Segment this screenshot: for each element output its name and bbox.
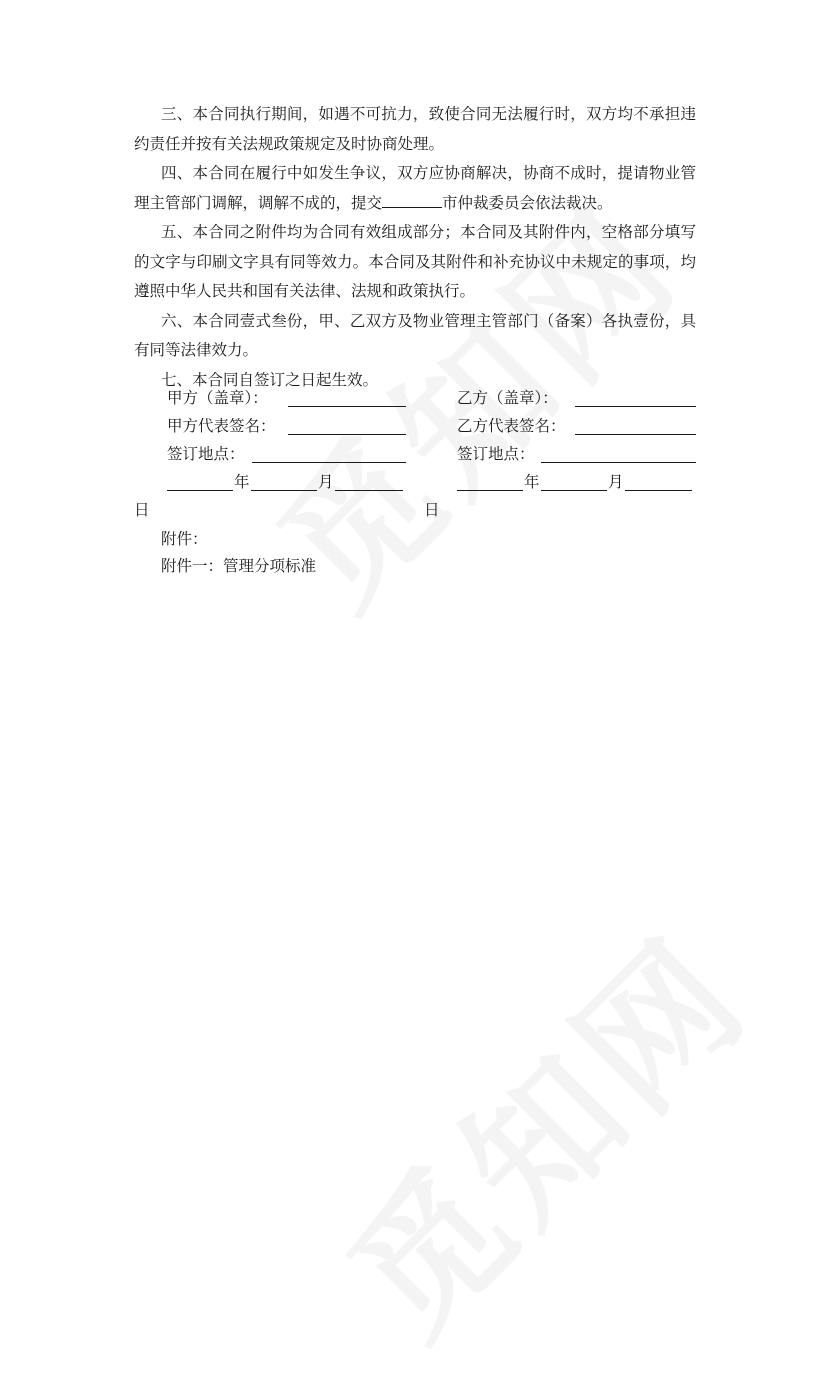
party-a-seal-label: 甲方（盖章）： bbox=[167, 389, 268, 407]
party-a-place-line bbox=[252, 462, 406, 463]
party-b-rep-label: 乙方代表签名： bbox=[457, 417, 566, 435]
clause-4-text-after: 市仲裁委员会依法裁决。 bbox=[442, 193, 613, 212]
watermark bbox=[294, 882, 786, 1374]
clause-7: 七、本合同自签订之日起生效。 bbox=[161, 370, 379, 389]
party-a-month-label: 月 bbox=[318, 473, 334, 491]
party-a-year-line bbox=[167, 490, 233, 491]
party-b-seal-line bbox=[575, 406, 696, 407]
clause-4 bbox=[134, 159, 696, 218]
party-b-rep-line bbox=[575, 434, 696, 435]
party-b-place-line bbox=[541, 462, 696, 463]
party-b-year-label: 年 bbox=[524, 473, 540, 491]
arbitration-city-blank bbox=[382, 193, 442, 208]
clause-3: 三、本合同执行期间，如遇不可抗力，致使合同无法履行时，双方均不承担违约责任并按有关法规政策规定及时协商处理。 bbox=[134, 105, 696, 153]
contract-body bbox=[134, 100, 696, 395]
party-a-day-label: 日 bbox=[134, 501, 150, 519]
party-a-month-line bbox=[251, 490, 317, 491]
party-a-seal-line bbox=[288, 406, 406, 407]
party-b-month-label: 月 bbox=[608, 473, 624, 491]
party-b-seal-label: 乙方（盖章）： bbox=[457, 389, 558, 407]
party-b-day-line bbox=[625, 490, 692, 491]
attachment-item-1: 附件一：管理分项标准 bbox=[161, 557, 317, 575]
party-b-year-line bbox=[457, 490, 523, 491]
party-a-rep-label: 甲方代表签名： bbox=[167, 417, 276, 435]
party-a-place-label: 签订地点： bbox=[167, 445, 245, 463]
party-a-rep-line bbox=[288, 434, 406, 435]
clause-6: 六、本合同壹式叁份，甲、乙双方及物业管理主管部门（备案）各执壹份，具有同等法律效力。 bbox=[134, 311, 696, 359]
party-b-month-line bbox=[541, 490, 607, 491]
party-b-place-label: 签订地点： bbox=[457, 445, 535, 463]
party-a-day-line bbox=[335, 490, 403, 491]
party-a-year-label: 年 bbox=[234, 473, 250, 491]
clause-5: 五、本合同之附件均为合同有效组成部分；本合同及其附件内，空格部分填写的文字与印刷文字具有同等效力。本合同及其附件和补充协议中未规定的事项，均遵照中华人民共和国有关法律、法规和政策执行。 bbox=[134, 223, 696, 300]
party-b-day-label: 日 bbox=[424, 501, 440, 519]
attachments-heading: 附件： bbox=[161, 530, 208, 548]
clause-4-text-before: 四、本合同在履行中如发生争议，双方应协商解决，协商不成时，提请物业管理主管部门调解，调解不成的，提交 bbox=[134, 164, 696, 212]
